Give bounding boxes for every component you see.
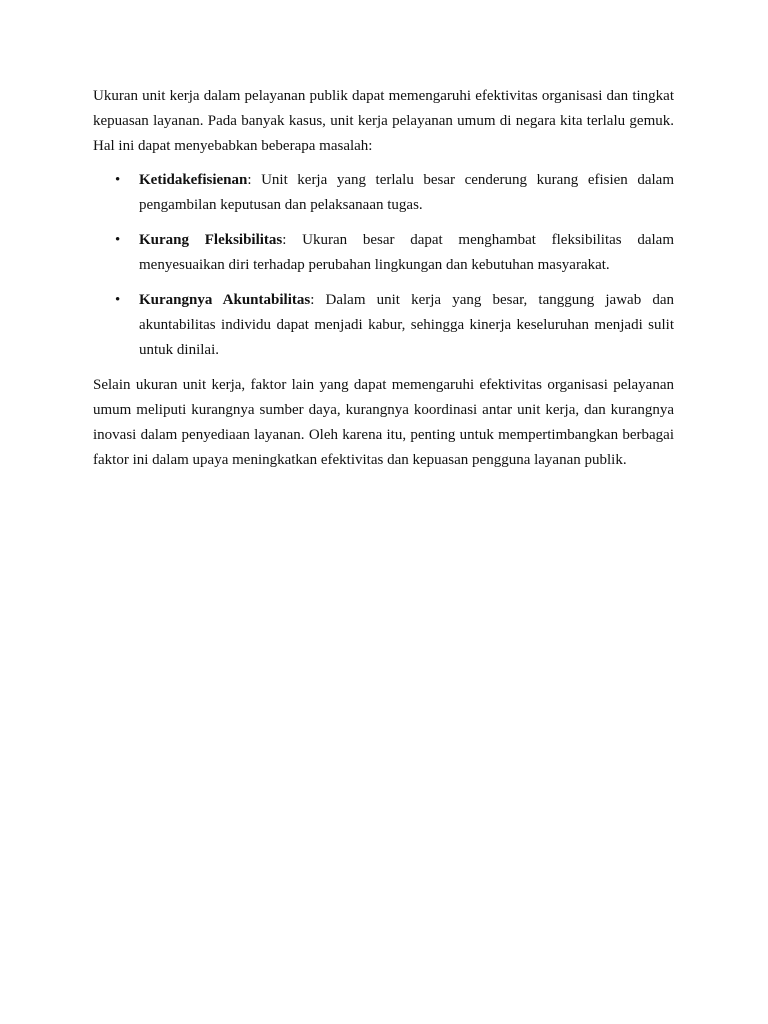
list-item-term: Kurang Fleksibilitas bbox=[139, 232, 283, 248]
document-page bbox=[93, 84, 674, 473]
list-item bbox=[93, 288, 674, 363]
list-item bbox=[93, 168, 674, 218]
list-item-term: Kurangnya Akuntabilitas bbox=[139, 292, 311, 308]
bullet-icon: • bbox=[115, 292, 121, 308]
list-item-text: : Unit kerja yang terlalu besar cenderung kurang efisien dalam pengambilan keputusan dan pelaksanaan tugas. bbox=[139, 172, 674, 213]
list-item bbox=[93, 228, 674, 278]
list-item-text: : Ukuran besar dapat menghambat fleksibilitas dalam menyesuaikan diri terhadap perubahan lingkungan dan kebutuhan masyarakat. bbox=[139, 232, 674, 273]
list-item-text: : Dalam unit kerja yang besar, tanggung jawab dan akuntabilitas individu dapat menjadi kabur, sehingga kinerja keseluruhan menjadi sulit untuk dinilai. bbox=[139, 292, 675, 358]
conclusion-paragraph: Selain ukuran unit kerja, faktor lain yang dapat memengaruhi efektivitas organisasi pelayanan umum meliputi kurangnya sumber daya, kurangnya koordinasi antar unit kerja, dan kurangnya inovasi dalam penyediaan layanan. Oleh karena itu, penting untuk mempertimbangkan berbagai faktor ini dalam upaya meningkatkan efektivitas dan kepuasan pengguna layanan publik. bbox=[93, 377, 674, 468]
intro-paragraph: Ukuran unit kerja dalam pelayanan publik dapat memengaruhi efektivitas organisasi dan tingkat kepuasan layanan. Pada banyak kasus, unit kerja pelayanan umum di negara kita terlalu gemuk. Hal ini dapat menyebabkan beberapa masalah: bbox=[93, 88, 674, 154]
problem-list bbox=[93, 168, 674, 363]
bullet-icon: • bbox=[115, 232, 121, 248]
bullet-icon: • bbox=[115, 172, 121, 188]
list-item-term: Ketidakefisienan bbox=[139, 172, 248, 188]
